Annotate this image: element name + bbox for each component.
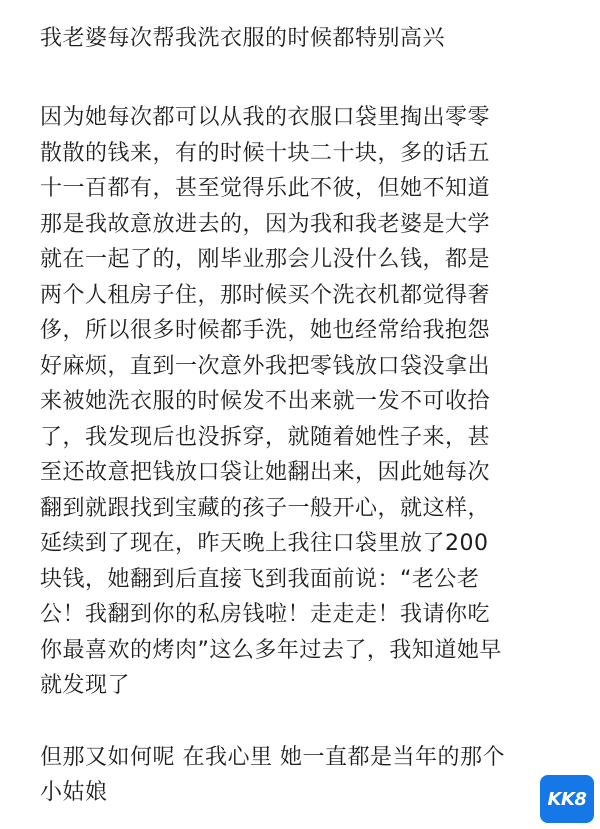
text-line: 就发现了 — [40, 673, 131, 698]
text-line: 延续到了现在，昨天晚上我往口袋里放了200 — [40, 531, 489, 556]
text-line: 至还故意把钱放口袋让她翻出来，因此她每次 — [40, 460, 491, 485]
kk8-watermark-logo — [540, 775, 594, 823]
text-line: 就在一起了的，刚毕业那会儿没什么钱，都是 — [40, 247, 491, 272]
text-line: 来被她洗衣服的时候发不出来就一发不可收拾 — [40, 389, 491, 414]
watermark-text: KK8 — [547, 788, 587, 810]
paragraph-1 — [40, 100, 560, 704]
text-line: 侈，所以很多时候都手洗，她也经常给我抱怨 — [40, 318, 491, 343]
text-line: 你最喜欢的烤肉”这么多年过去了，我知道她早 — [40, 637, 502, 663]
text-line: 那是我故意放进去的，因为我和我老婆是大学 — [40, 211, 491, 237]
paragraph-2 — [40, 740, 560, 811]
text-line: 翻到就跟找到宝藏的孩子一般开心，就这样， — [40, 495, 491, 521]
text-line: 但那又如何呢 在我心里 她一直都是当年的那个 — [40, 744, 505, 770]
text-line: 公！我翻到你的私房钱啦！走走走！我请你吃 — [40, 602, 491, 627]
text-line: 了，我发现后也没拆穿，就随着她性子来，甚 — [40, 424, 491, 450]
text-line: 因为她每次都可以从我的衣服口袋里掏出零零 — [40, 105, 491, 130]
post-content — [40, 22, 560, 811]
text-line: 块钱，她翻到后直接飞到我面前说：“老公老 — [40, 566, 480, 592]
text-line: 好麻烦，直到一次意外我把零钱放口袋没拿出 — [40, 353, 491, 379]
text-line: 两个人租房子住，那时候买个洗衣机都觉得奢 — [40, 282, 491, 308]
text-line: 小姑娘 — [40, 780, 108, 805]
text-line: 十一百都有，甚至觉得乐此不彼，但她不知道 — [40, 176, 491, 201]
post-title: 我老婆每次帮我洗衣服的时候都特别高兴 — [40, 26, 446, 51]
text-line: 散散的钱来，有的时候十块二十块，多的话五 — [40, 140, 491, 166]
